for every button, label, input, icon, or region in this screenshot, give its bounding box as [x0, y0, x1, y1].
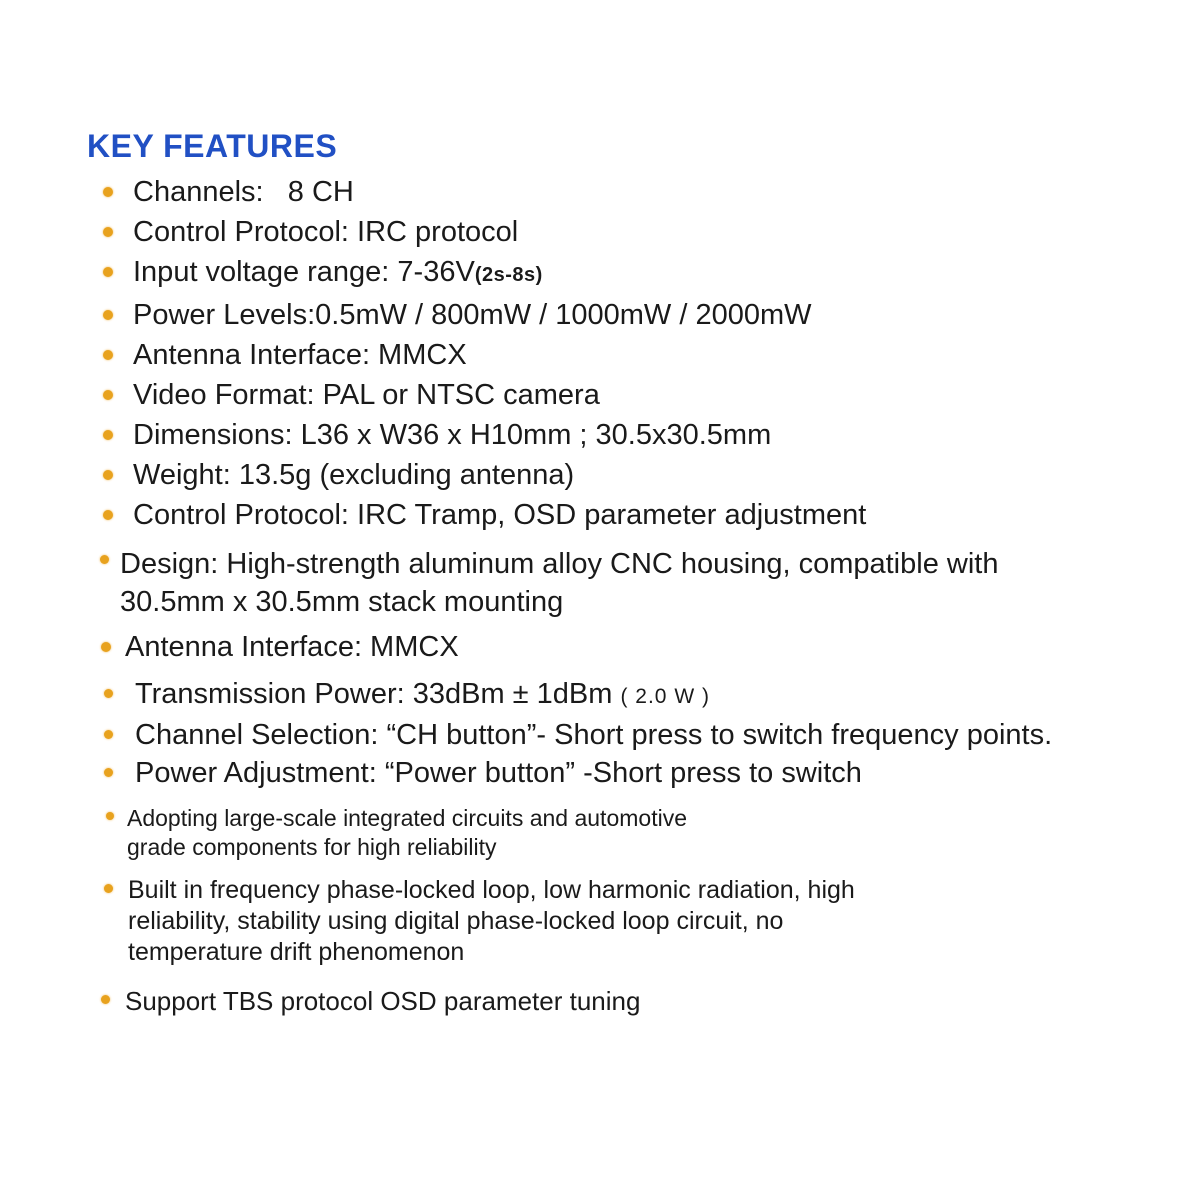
bullet-icon [103, 227, 113, 237]
feature-text: Antenna Interface: MMCX [125, 631, 459, 663]
feature-text: Control Protocol: IRC protocol [133, 216, 519, 248]
bullet-icon [101, 642, 111, 652]
list-item-adopting [87, 804, 1147, 862]
feature-text: Channels: 8 CH [133, 176, 354, 208]
feature-text: Transmission Power: 33dBm ± 1dBm [135, 678, 613, 710]
list-item-channels [87, 172, 1147, 212]
bullet-icon [104, 768, 113, 777]
feature-text: Input voltage range: 7-36V [133, 256, 475, 288]
bullet-icon [103, 267, 113, 277]
bullet-icon [104, 689, 113, 698]
feature-text: Power Levels:0.5mW / 800mW / 1000mW / 2000mW [133, 299, 812, 331]
feature-text-line: 30.5mm x 30.5mm stack mounting [120, 586, 564, 618]
bullet-icon [104, 884, 113, 893]
list-item-power-levels [87, 295, 1147, 335]
feature-text: Support TBS protocol OSD parameter tuning [125, 986, 641, 1016]
list-item-built-in-pll [87, 875, 1147, 968]
list-item-antenna-interface [87, 335, 1147, 375]
bullet-icon [103, 430, 113, 440]
bullet-icon [103, 310, 113, 320]
list-item-channel-selection [87, 716, 1147, 754]
bullet-icon [103, 350, 113, 360]
bullet-icon [103, 510, 113, 520]
feature-text: Power Adjustment: “Power button” -Short press to switch [135, 757, 862, 789]
feature-text: Video Format: PAL or NTSC camera [133, 379, 600, 411]
spec-list [87, 172, 1147, 535]
control-list [87, 675, 1147, 792]
page-title: KEY FEATURES [87, 128, 338, 164]
bullet-icon [104, 730, 113, 739]
list-item-input-voltage [87, 252, 1147, 295]
feature-text: Dimensions: L36 x W36 x H10mm ; 30.5x30.5mm [133, 419, 772, 451]
watt-note: ( 2.0 W ) [620, 685, 710, 708]
bullet-icon [103, 470, 113, 480]
feature-text-line: temperature drift phenomenon [128, 938, 465, 966]
list-item-weight [87, 455, 1147, 495]
list-item-design [87, 545, 1147, 621]
feature-text: Weight: 13.5g (excluding antenna) [133, 459, 575, 491]
key-features-section [87, 129, 1147, 1018]
feature-text: Control Protocol: IRC Tramp, OSD parameter adjustment [133, 499, 867, 531]
voltage-cell-note: (2s-8s) [474, 264, 543, 286]
bullet-icon [101, 995, 110, 1004]
reliability-list [87, 804, 1147, 1018]
feature-text-line: Design: High-strength aluminum alloy CNC housing, compatible with [120, 548, 999, 580]
bullet-icon [103, 390, 113, 400]
feature-text: Antenna Interface: MMCX [133, 339, 467, 371]
list-item-power-adjustment [87, 754, 1147, 792]
list-item-antenna-interface-2 [87, 627, 1147, 667]
feature-text-line: grade components for high reliability [127, 834, 497, 860]
feature-text-line: reliability, stability using digital phase-locked loop circuit, no [128, 907, 784, 935]
feature-text-line: Adopting large-scale integrated circuits and automotive [127, 805, 687, 831]
bullet-icon [103, 187, 113, 197]
list-item-support-tbs [87, 984, 1147, 1018]
design-list [87, 545, 1147, 667]
feature-text-line: Built in frequency phase-locked loop, low harmonic radiation, high [128, 876, 855, 904]
bullet-icon [100, 555, 109, 564]
list-item-video-format [87, 375, 1147, 415]
list-item-dimensions [87, 415, 1147, 455]
list-item-control-protocol-tramp [87, 495, 1147, 535]
bullet-icon [106, 812, 114, 820]
feature-text: Channel Selection: “CH button”- Short press to switch frequency points. [135, 719, 1053, 751]
list-item-control-protocol [87, 212, 1147, 252]
list-item-transmission-power [87, 675, 1147, 716]
